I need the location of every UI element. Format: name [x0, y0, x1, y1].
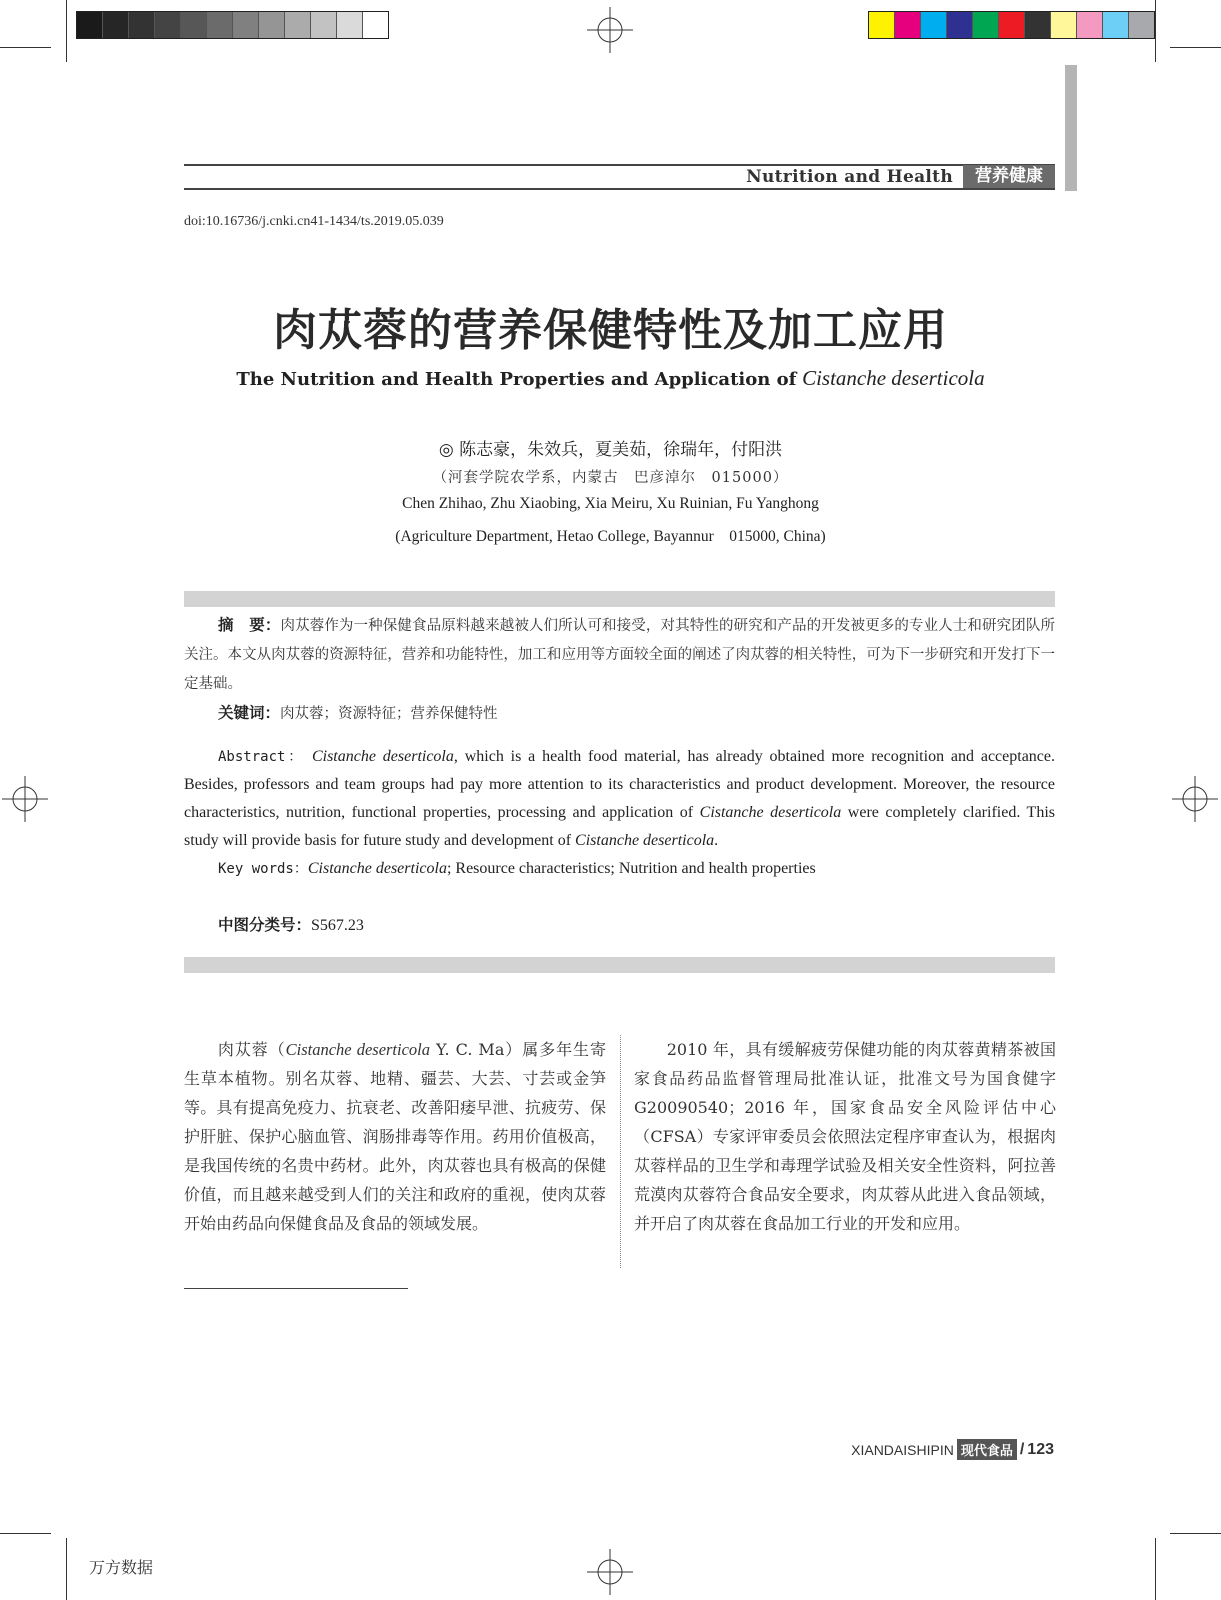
crop-mark — [0, 1533, 51, 1534]
species-italic: Cistanche deserticola — [311, 748, 454, 765]
classification-line — [184, 911, 1055, 941]
color-swatch — [895, 12, 921, 38]
color-swatch — [155, 12, 181, 38]
classification-value: S567.23 — [311, 917, 364, 934]
color-swatch — [207, 12, 233, 38]
abstract-en-label: Abstract： — [218, 749, 306, 765]
keywords-cn-label: 关键词： — [218, 704, 281, 722]
footnote-rule — [184, 1288, 408, 1289]
color-swatch — [233, 12, 259, 38]
abstract-band-bottom — [184, 957, 1055, 973]
registration-mark — [1172, 776, 1218, 822]
color-swatch — [1103, 12, 1129, 38]
registration-mark — [587, 1549, 633, 1595]
classification-label: 中图分类号： — [218, 916, 312, 934]
article-title-en — [0, 366, 1221, 391]
affiliation-cn: （河套学院农学系，内蒙古 巴彦淖尔 015000） — [432, 470, 789, 486]
abstract-en-paragraph — [184, 743, 1055, 855]
color-swatch — [285, 12, 311, 38]
title-en-species: Cistanche deserticola — [802, 366, 985, 390]
crop-mark — [1155, 1538, 1156, 1600]
color-swatch — [77, 12, 103, 38]
species-italic: Cistanche deserticola — [699, 804, 842, 821]
color-swatch — [947, 12, 973, 38]
abstract-en-text: were completely clarified. This study will provide basis for future study and development of — [184, 804, 1056, 849]
page-footer — [851, 1439, 1054, 1460]
abstract-band-top — [184, 591, 1055, 607]
abstract-en-text: . — [714, 832, 719, 849]
color-swatch — [921, 12, 947, 38]
body-text: 肉苁蓉（ — [184, 1040, 286, 1059]
color-swatch — [1129, 12, 1154, 38]
color-swatch — [363, 12, 388, 38]
abstract-cn-text: 肉苁蓉作为一种保健食品原料越来越被人们所认可和接受，对其特性的研究和产品的开发被更多的专业人士和研究团队所关注。本文从肉苁蓉的资源特征，营养和功能特性，加工和应用等方面较全面的阐述了肉苁蓉的相关特性，可为下一步研究和开发打下一定基础。 — [184, 618, 1055, 692]
section-badge-cn: 营养健康 — [963, 165, 1055, 188]
registration-mark — [2, 776, 48, 822]
color-swatch — [181, 12, 207, 38]
color-swatch — [1025, 12, 1051, 38]
crop-mark — [66, 0, 67, 62]
body-column-left — [184, 1035, 606, 1238]
color-swatch — [337, 12, 363, 38]
body-text: 2010 年，具有缓解疲劳保健功能的肉苁蓉黄精茶被国家食品药品监督管理局批准认证，批准文号为国食健字 G20090540；2016 年，国家食品安全风险评估中心（CFSA）专家评审委员会依照法定程序审查认为，根据肉苁蓉样品的卫生学和毒理学试验及相关安全性资料，阿拉善荒漠肉苁蓉符合食品安全要求，肉苁蓉从此进入食品领域，并开启了肉苁蓉在食品加工行业的开发和应用。 — [634, 1040, 1056, 1233]
process-color-bar — [868, 11, 1155, 39]
page-number: 123 — [1027, 1440, 1054, 1458]
journal-name-en: XIANDAISHIPIN — [851, 1441, 954, 1458]
database-watermark: 万方数据 — [89, 1558, 154, 1577]
color-swatch — [311, 12, 337, 38]
title-en-prefix: The Nutrition and Health Properties and Application of — [236, 369, 797, 390]
abstract-cn-paragraph — [184, 611, 1055, 699]
authors-en: Chen Zhihao, Zhu Xiaobing, Xia Meiru, Xu Ruinian, Fu Yanghong — [402, 495, 819, 512]
color-swatch — [999, 12, 1025, 38]
color-swatch — [259, 12, 285, 38]
crop-mark — [0, 47, 51, 48]
body-column-right — [634, 1035, 1056, 1238]
header-rule-top — [184, 164, 1055, 166]
color-swatch — [1077, 12, 1103, 38]
crop-mark — [1155, 0, 1156, 62]
footer-slash: / — [1019, 1440, 1025, 1458]
abstract-cn-label: 摘 要： — [218, 616, 281, 634]
keywords-cn-text: 肉苁蓉；资源特征；营养保健特性 — [280, 706, 498, 722]
doi-line: doi:10.16736/j.cnki.cn41-1434/ts.2019.05.039 — [184, 214, 444, 229]
registration-mark — [587, 7, 633, 53]
article-title-cn: 肉苁蓉的营养保健特性及加工应用 — [273, 305, 948, 356]
crop-mark — [1170, 1533, 1221, 1534]
crop-mark — [1170, 47, 1221, 48]
gray-color-bar — [76, 11, 389, 39]
keywords-cn — [184, 699, 1055, 729]
body-text: Y. C. Ma）属多年生寄生草本植物。别名苁蓉、地精、疆芸、大芸、寸芸或金笋等。具有提高免疫力、抗衰老、改善阳痿早泄、抗疲劳、保护肝脏、保护心脑血管、润肠排毒等作用。药用价值极高，是我国传统的名贵中药材。此外，肉苁蓉也具有极高的保健价值，而且越来越受到人们的关注和政府的重视，使肉苁蓉开始由药品向保健食品及食品的领域发展。 — [184, 1040, 606, 1233]
header-rule-bottom — [184, 188, 1055, 190]
keywords-en — [184, 855, 1055, 883]
section-side-bar — [1065, 65, 1077, 191]
authors-cn: ◎ 陈志豪，朱效兵，夏美茹，徐瑞年，付阳洪 — [438, 440, 783, 460]
affiliation-en: (Agriculture Department, Hetao College, Bayannur 015000, China) — [395, 528, 826, 545]
abstract-en-text: , which is a health food material, has already obtained more recognition and acceptance. Besides, professors and team groups had pay more attention to its characteristics and product development. Moreover, the resource characteristics, nutrition, functional properties, processing and application of — [184, 748, 1055, 821]
journal-name-cn: 现代食品 — [957, 1439, 1017, 1460]
abstract-en — [184, 743, 1055, 883]
color-swatch — [973, 12, 999, 38]
abstract-cn — [184, 611, 1055, 729]
color-swatch — [869, 12, 895, 38]
species-italic: Cistanche deserticola — [307, 860, 447, 877]
keywords-en-text: ; Resource characteristics; Nutrition and health properties — [446, 860, 816, 877]
crop-mark — [66, 1538, 67, 1600]
color-swatch — [1051, 12, 1077, 38]
keywords-en-label: Key words： — [218, 861, 308, 877]
color-swatch — [103, 12, 129, 38]
column-divider — [620, 1035, 621, 1268]
color-swatch — [129, 12, 155, 38]
section-title-en: Nutrition and Health — [746, 167, 953, 187]
species-italic: Cistanche deserticola — [285, 1040, 431, 1059]
species-italic: Cistanche deserticola — [575, 832, 715, 849]
